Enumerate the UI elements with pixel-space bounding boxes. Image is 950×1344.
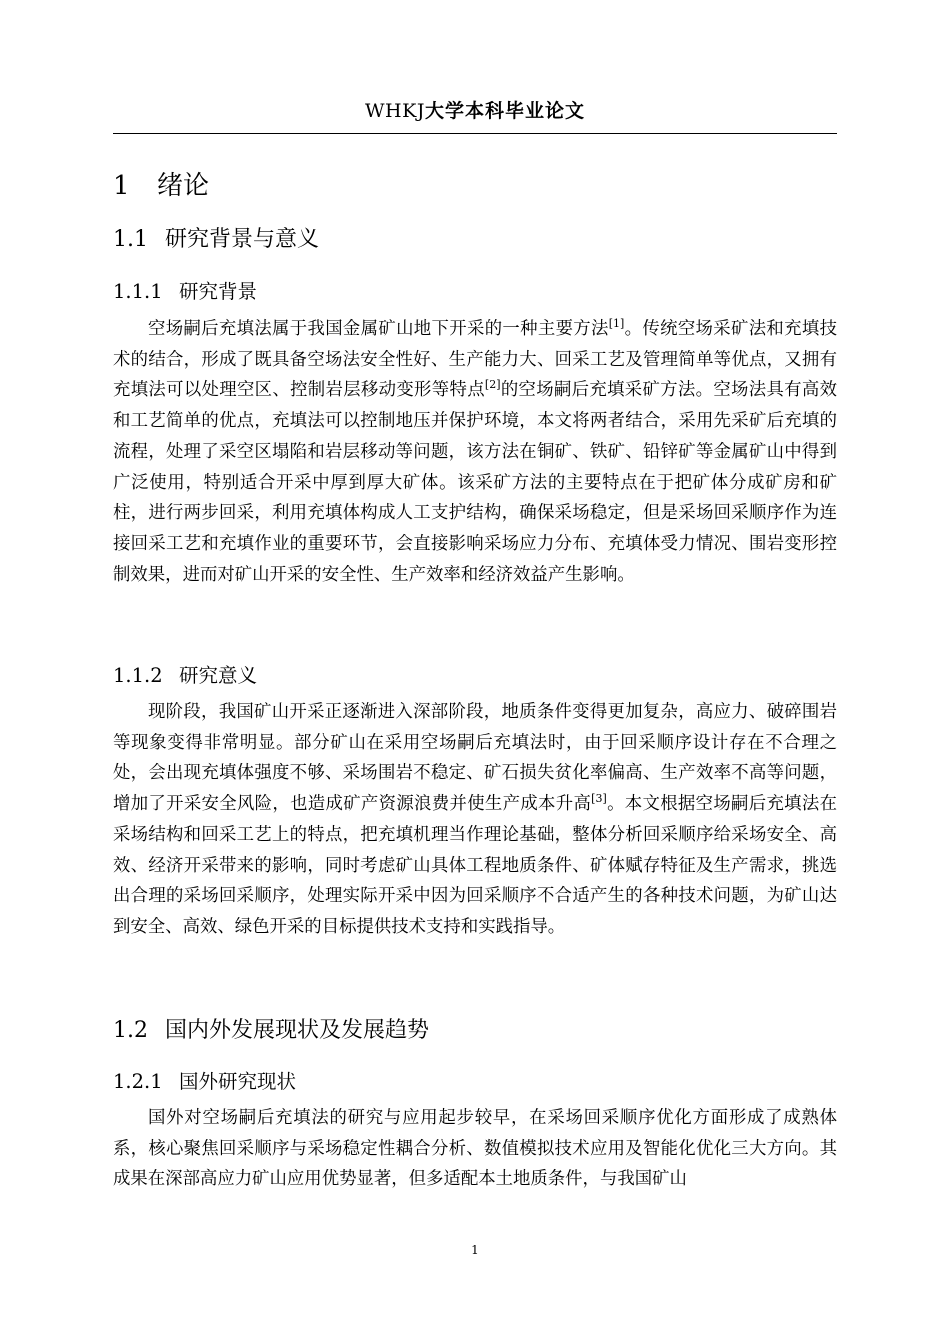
- citation-ref-3: [3]: [591, 792, 607, 806]
- paragraph-text: 。本文根据空场嗣后充填法在采场结构和回采工艺上的特点，把充填机理当作理论基础，整体分析回采顺序给采场安全、高效、经济开采带来的影响，同时考虑矿山具体工程地质条件、矿体赋存特征及生产需求，挑选出合理的采场回采顺序，处理实际开采中因为回采顺序不合适产生的各种技术问题，为矿山达到安全、高效、绿色开采的目标提供技术支持和实践指导。: [113, 794, 837, 937]
- header-latin: WHKJ: [365, 100, 425, 122]
- subsection-heading-1-1-2: [113, 660, 257, 688]
- subsection-number: 1.1.2: [113, 664, 163, 687]
- running-header: [0, 96, 950, 123]
- paragraph-text: 空场嗣后充填法属于我国金属矿山地下开采的一种主要方法: [148, 319, 609, 339]
- paragraph-foreign-research: [113, 1103, 837, 1195]
- section-title: 研究背景与意义: [165, 227, 320, 252]
- section-number: 1.1: [113, 227, 148, 252]
- subsection-number: 1.1.1: [113, 280, 163, 303]
- chapter-heading: [113, 165, 209, 202]
- subsection-heading-1-2-1: [113, 1066, 296, 1094]
- paragraph-research-background: [113, 314, 837, 590]
- section-title: 国内外发展现状及发展趋势: [165, 1018, 430, 1043]
- citation-ref-1: [1]: [608, 317, 625, 330]
- header-rule: [113, 133, 837, 134]
- paragraph-text: 的空场嗣后充填采矿方法。空场法具有高效和工艺简单的优点，充填法可以控制地压并保护环境，本文将两者结合，采用先采矿后充填的流程，处理了采空区塌陷和岩层移动等问题，该方法在铜矿、铁矿、铅锌矿等金属矿山中得到广泛使用，特别适合开采中厚到厚大矿体。该采矿方法的主要特点在于把矿体分成矿房和矿柱，进行两步回采，利用充填体构成人工支护结构，确保采场稳定，但是采场回采顺序作为连接回采工艺和充填作业的重要环节，会直接影响采场应力分布、充填体受力情况、围岩变形控制效果，进而对矿山开采的安全性、生产效率和经济效益产生影响。: [113, 380, 837, 585]
- subsection-title: 研究背景: [179, 280, 258, 303]
- subsection-title: 研究意义: [179, 664, 258, 687]
- paragraph-text: 现阶段，我国矿山开采正逐渐进入深部阶段，地质条件变得更加复杂，高应力、破碎围岩等现象变得非常明显。部分矿山在采用空场嗣后充填法时，由于回采顺序设计存在不合理之处，会出现充填体强度不够、采场围岩不稳定、矿石损失贫化率偏高、生产效率不高等问题，增加了开采安全风险，也造成矿产资源浪费并使生产成本升高: [113, 702, 837, 815]
- chapter-number: 1: [113, 171, 130, 201]
- page-number: 1: [471, 1243, 479, 1257]
- subsection-number: 1.2.1: [113, 1070, 163, 1093]
- subsection-title: 国外研究现状: [179, 1070, 297, 1093]
- paragraph-research-significance: [113, 697, 837, 943]
- section-heading-1-2: [113, 1013, 429, 1044]
- paragraph-text: 国外对空场嗣后充填法的研究与应用起步较早，在采场回采顺序优化方面形成了成熟体系，核心聚焦回采顺序与采场稳定性耦合分析、数值模拟技术应用及智能化优化三大方向。其成果在深部高应力矿山应用优势显著，但多适配本土地质条件，与我国矿山: [113, 1108, 837, 1190]
- citation-ref-2: [2]: [484, 378, 501, 392]
- paragraph-text: 。传统空场采矿法和充填技术的结合，形成了既具备空场法安全性好、生产能力大、回采工艺及管理简单等优点，又拥有充填法可以处理空区、控制岩层移动变形等特点: [113, 319, 837, 401]
- header-title: 大学本科毕业论文: [424, 100, 585, 122]
- section-heading-1-1: [113, 222, 319, 253]
- chapter-title: 绪论: [157, 171, 210, 201]
- section-number: 1.2: [113, 1018, 148, 1043]
- subsection-heading-1-1-1: [113, 276, 257, 304]
